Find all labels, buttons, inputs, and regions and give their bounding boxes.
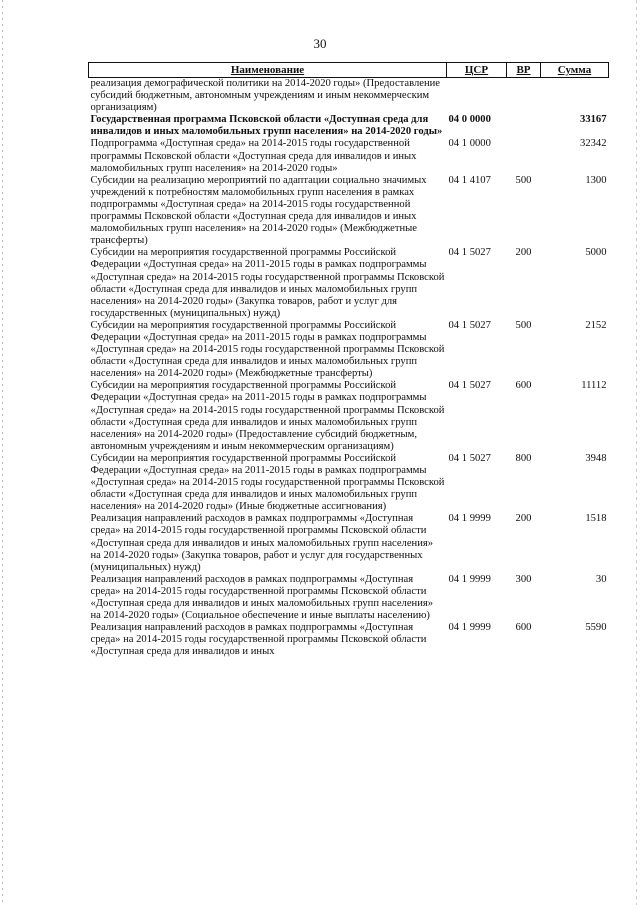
row-name-cell: Субсидии на мероприятия государственной программы Российской Федерации «Доступная среда» на 2011-2015 годы в рамках подпрограммы «Доступная среда» на 2014-2015 годы государственной программы Псковской области «Доступная среда для инвалидов и иных маломобильных групп населения» на 2014-2020 годы» (Закупка товаров, работ и услуг для государственных (муниципальных) нужд) — [90, 247, 445, 319]
row-sum-cell: 5000 — [585, 247, 607, 259]
row-name-cell: Субсидии на реализацию мероприятий по адаптации социально значимых учреждений к потребностям маломобильных групп населения в рамках подпрограммы «Доступная среда» на 2014-2015 годы государственной программы Псковской области «Доступная среда для инвалидов и иных маломобильных групп населения» на 2014-2020 годы» (Межбюджетные трансферты) — [90, 174, 427, 247]
header-vr: ВР — [507, 63, 541, 78]
row-csr-cell: 04 1 5027 — [448, 452, 491, 464]
table-row — [89, 138, 609, 174]
header-csr: ЦСР — [447, 63, 507, 78]
row-csr-cell: 04 1 5027 — [448, 380, 491, 392]
row-csr-cell: 04 1 9999 — [448, 622, 491, 634]
table-row — [89, 574, 609, 622]
row-name-cell: Подпрограмма «Доступная среда» на 2014-2015 годы государственной программы Псковской области «Доступная среда для инвалидов и иных маломобильных групп населения» на 2014-2020 годы» — [90, 138, 417, 174]
budget-table — [88, 62, 609, 659]
row-vr-cell — [507, 138, 541, 174]
table-row — [89, 380, 609, 453]
row-name-cell: Реализация направлений расходов в рамках подпрограммы «Доступная среда» на 2014-2015 годы государственной программы Псковской области «Доступная среда для инвалидов и иных маломобильных групп населения» на 2014-2020 годы» (Социальное обеспечение и иные выплаты населению) — [90, 573, 434, 622]
table-row — [89, 453, 609, 513]
row-vr-cell: 600 — [515, 380, 532, 392]
row-name-cell: Государственная программа Псковской области «Доступная среда для инвалидов и иных маломобильных групп населения» на 2014-2020 годы» — [90, 114, 443, 138]
scan-edge-right — [636, 0, 637, 905]
table-header-row — [89, 63, 609, 78]
table-row — [89, 114, 609, 138]
table-row — [89, 78, 609, 115]
row-name-cell: реализация демографической политики на 2014-2020 годы» (Предоставление субсидий бюджетным, автономным учреждениям и иным некоммерческим организациям) — [90, 78, 441, 114]
row-vr-cell — [507, 78, 541, 115]
row-sum-cell: 32342 — [580, 138, 607, 150]
scan-edge-left — [2, 0, 3, 905]
row-sum-cell — [541, 78, 609, 115]
row-csr-cell — [447, 78, 507, 115]
table-row — [89, 320, 609, 380]
row-vr-cell: 500 — [515, 319, 532, 331]
row-vr-cell: 200 — [515, 247, 532, 259]
row-sum-cell: 2152 — [585, 319, 607, 331]
row-csr-cell: 04 1 0000 — [448, 138, 491, 150]
row-sum-cell: 1300 — [585, 174, 607, 186]
row-sum-cell: 30 — [595, 573, 607, 585]
row-vr-cell — [507, 114, 541, 138]
row-sum-cell: 11112 — [581, 380, 607, 392]
row-csr-cell: 04 1 5027 — [448, 247, 491, 259]
row-name-cell: Субсидии на мероприятия государственной программы Российской Федерации «Доступная среда» на 2011-2015 годы в рамках подпрограммы «Доступная среда» на 2014-2015 годы государственной программы Псковской области «Доступная среда для инвалидов и иных маломобильных групп населения» на 2014-2020 годы» (Иные бюджетные ассигнования) — [90, 452, 445, 513]
table-row — [89, 513, 609, 573]
row-csr-cell: 04 1 4107 — [448, 174, 491, 186]
table-row — [89, 247, 609, 320]
header-name: Наименование — [89, 63, 447, 78]
table-row — [89, 175, 609, 248]
table-row — [89, 622, 609, 658]
row-sum-cell: 5590 — [585, 622, 607, 634]
row-name-cell: Реализация направлений расходов в рамках подпрограммы «Доступная среда» на 2014-2015 годы государственной программы Псковской области «Доступная среда для инвалидов и иных — [90, 622, 427, 658]
table-body — [89, 78, 609, 659]
row-vr-cell: 300 — [515, 573, 532, 585]
row-name-cell: Реализация направлений расходов в рамках подпрограммы «Доступная среда» на 2014-2015 годы государственной программы Псковской области «Доступная среда для инвалидов и иных маломобильных групп населения» на 2014-2020 годы» (Закупка товаров, работ и услуг для государственных (муниципальных) нужд) — [90, 513, 434, 573]
row-csr-cell: 04 0 0000 — [448, 114, 491, 126]
header-sum: Сумма — [541, 63, 609, 78]
row-csr-cell: 04 1 5027 — [448, 319, 491, 331]
row-name-cell: Субсидии на мероприятия государственной программы Российской Федерации «Доступная среда» на 2011-2015 годы в рамках подпрограммы «Доступная среда» на 2014-2015 годы государственной программы Псковской области «Доступная среда для инвалидов и иных маломобильных групп населения» на 2014-2020 годы» (Предоставление субсидий бюджетным, автономным учреждениям и иным некоммерческим организациям) — [90, 380, 445, 452]
row-csr-cell: 04 1 9999 — [448, 573, 491, 585]
row-name-cell: Субсидии на мероприятия государственной программы Российской Федерации «Доступная среда» на 2011-2015 годы в рамках подпрограммы «Доступная среда» на 2014-2015 годы государственной программы Псковской области «Доступная среда для инвалидов и иных маломобильных групп населения» на 2014-2020 годы» (Межбюджетные трансферты) — [90, 319, 445, 380]
row-sum-cell: 1518 — [585, 513, 607, 525]
row-vr-cell: 800 — [515, 452, 532, 464]
row-csr-cell: 04 1 9999 — [448, 513, 491, 525]
row-vr-cell: 600 — [515, 622, 532, 634]
page-number: 30 — [313, 36, 327, 51]
row-sum-cell: 33167 — [580, 114, 607, 126]
row-vr-cell: 500 — [515, 174, 532, 186]
row-sum-cell: 3948 — [585, 452, 607, 464]
row-vr-cell: 200 — [515, 513, 532, 525]
